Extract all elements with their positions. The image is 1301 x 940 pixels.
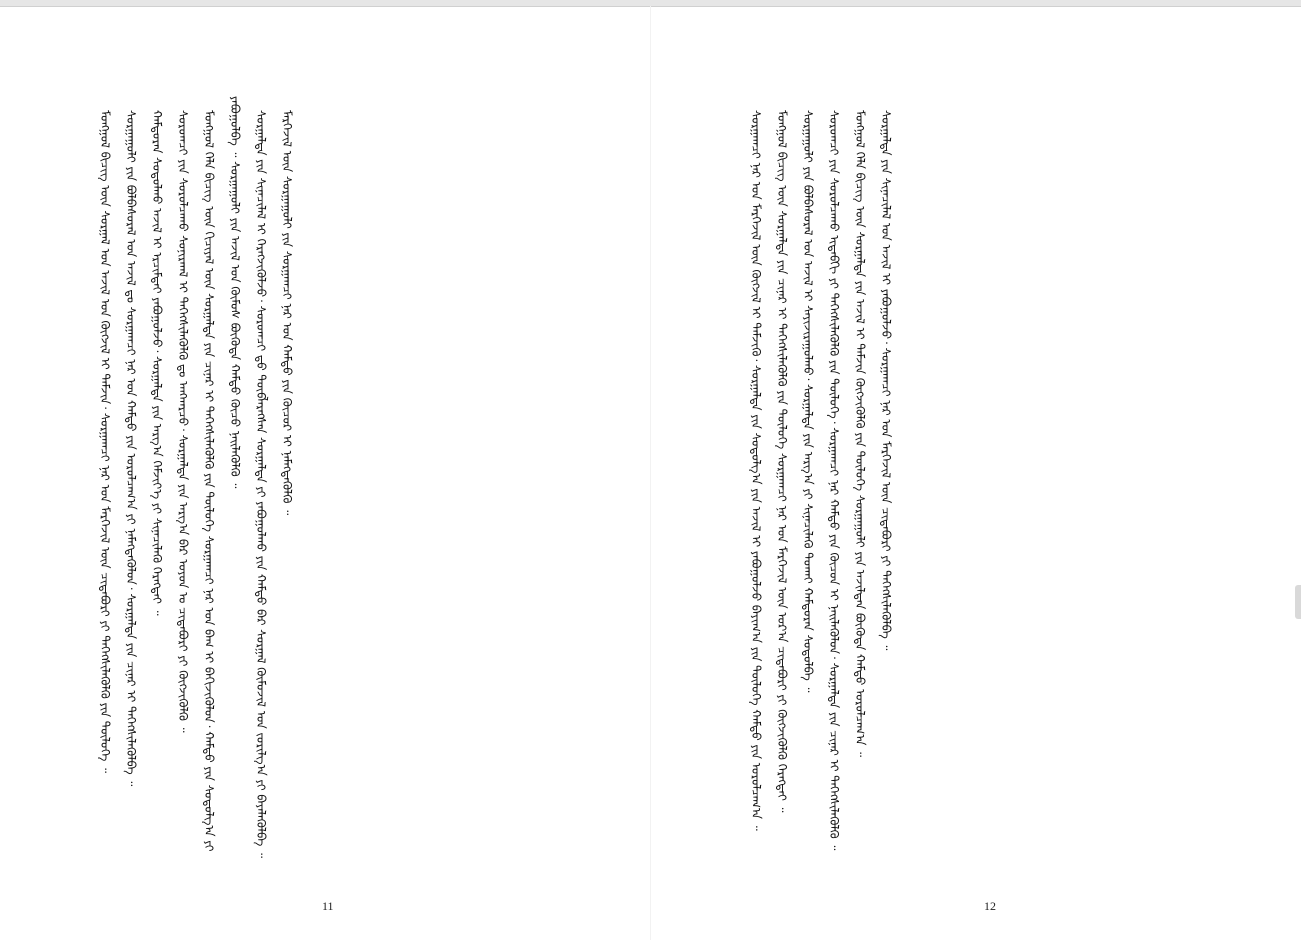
page-number: 12 xyxy=(984,899,996,913)
paragraph: ᠮᠣᠩᠭᠣᠯ ᠬᠡᠯᠡ ᠪᠢᠴᠢᠭ ᠦᠨ ᠬᠢᠴᠢᠶᠡᠯ ᠦᠨ ᠰᠤᠷᠭᠠᠯᠲᠠ ᠶᠢᠨ ᠴᠢᠨᠠᠷ ᠢ ᠳᠡᠭᠡᠭᠰᠢᠯᠡᠭᠦᠯᠬᠦ ᠶᠢᠨ ᠲᠥᠯᠥᠭᠡ ᠰᠤᠷᠭᠠᠭᠴᠢ ᠨᠠᠷ ᠤᠨ ᠪᠠᠭ ᠢ ᠪᠡᠬᠢᠵᠢᠭᠦᠯᠦᠨ᠂ ᠬᠠᠮᠲᠤ ᠶᠢᠨ ᠰᠤᠳᠤᠯᠭ᠎ᠠ ᠶᠢ ᠶᠠᠪᠤᠭᠤᠯᠪᠠ ᠃ ᠰᠤᠷᠭᠠᠭᠤᠯᠢ ᠶᠢᠨ ᠠᠵᠢᠯ ᠤᠨ ᠬᠦᠮᠦᠰ ᠪᠦᠭᠦᠳᠡ ᠬᠠᠮᠲᠤ ᠬᠦᠴᠦ ᠨᠡᠢᠯᠡᠭᠦᠯᠬᠦ ᠃ xyxy=(202,96,242,852)
paragraph: ᠰᠤᠷᠭᠠᠯᠲᠠ ᠶᠢᠨ ᠰᠢᠨᠡᠴᠢᠯᠡᠯ ᠢ ᠬᠡᠷᠡᠭᠵᠢᠭᠦᠯᠵᠦ᠂ ᠰᠤᠷᠤᠭᠴᠢ ᠳ᠋ᠤ ᠲᠥᠪᠯᠡᠷᠡᠭᠰᠡᠨ ᠰᠤᠷᠭᠠᠯᠲᠠ ᠶᠢ ᠶᠠᠪᠤᠭᠤᠯᠬᠤ ᠶᠢᠨ ᠬᠠᠮᠲᠤ ᠪᠡᠷ ᠰᠤᠷᠭᠠᠯ ᠬᠦᠮᠦᠵᠢᠯ ᠤᠨ ᠵᠣᠷᠢᠯᠭ᠎ᠠ ᠶᠢ ᠪᠡᠶᠡᠯᠡᠭᠦᠯᠪᠡ ᠃ xyxy=(254,110,268,858)
paragraph: ᠮᠣᠩᠭᠣᠯ ᠬᠡᠯᠡ ᠪᠢᠴᠢᠭ ᠦᠨ ᠰᠤᠷᠭᠠᠯᠲᠠ ᠶᠢᠨ ᠠᠵᠢᠯ ᠢ ᠳᠡᠮᠵᠢᠨ ᠬᠥᠭᠵᠢᠭᠦᠯᠬᠦ ᠶᠢᠨ ᠲᠥᠯᠥᠭᠡ ᠰᠤᠷᠭᠠᠭᠤᠯᠢ ᠶᠢᠨ ᠠᠵᠢᠯᠲᠠᠨ ᠪᠦᠭᠦᠳᠡ ᠬᠠᠮᠲᠤ ᠣᠷᠤᠯᠴᠠᠭ᠎ᠠ ᠃ xyxy=(853,110,867,758)
paragraph: ᠮᠡᠷᠭᠡᠵᠢᠯ ᠦᠨ ᠰᠤᠷᠭᠠᠭᠤᠯᠢ ᠶᠢᠨ ᠰᠤᠷᠭᠠᠭᠴᠢ ᠨᠠᠷ ᠤᠨ ᠬᠠᠮᠲᠤ ᠶᠢᠨ ᠬᠦᠴᠦᠷ ᠢ ᠨᠡᠮᠡᠭᠳᠡᠭᠦᠯᠬᠦ ᠃ xyxy=(280,110,294,516)
page-right xyxy=(651,6,1301,940)
page-text-block xyxy=(743,96,1241,880)
paragraph: ᠮᠣᠩᠭᠣᠯ ᠪᠢᠴᠢᠭ ᠦᠨ ᠰᠤᠷᠭᠠᠯ ᠤᠨ ᠠᠵᠢᠯ ᠤᠨ ᠬᠦᠭᠵᠢᠯ ᠢ ᠳᠡᠮᠵᠢᠨ᠂ ᠰᠤᠷᠭᠠᠭᠴᠢ ᠨᠠᠷ ᠤᠨ ᠮᠡᠷᠭᠡᠵᠢᠯ ᠦᠨ ᠴᠢᠳᠠᠪᠤᠷᠢ ᠶᠢ ᠳᠡᠭᠡᠭᠰᠢᠯᠡᠭᠦᠯᠬᠦ ᠶᠢᠨ ᠲᠥᠯᠥᠭᠡ ᠃ xyxy=(98,110,112,774)
paragraph: ᠰᠤᠷᠭᠠᠭᠤᠯᠢ ᠶᠢᠨ ᠪᠣᠯᠪᠠᠰᠤᠷᠠᠯ ᠤᠨ ᠠᠵᠢᠯ ᠢ ᠰᠠᠶᠢᠵᠢᠷᠠᠭᠤᠯᠬᠤ᠂ ᠰᠤᠷᠭᠠᠯᠲᠠ ᠶᠢᠨ ᠠᠷᠭ᠎ᠠ ᠶᠢ ᠰᠢᠨᠡᠴᠢᠯᠡᠬᠦ ᠲᠤᠬᠠᠢ ᠬᠠᠮᠲᠤᠷᠠᠨ ᠰᠤᠳᠤᠯᠪᠠ ᠃ xyxy=(801,110,815,693)
page-number: 11 xyxy=(322,899,334,913)
page-text-block xyxy=(92,96,594,880)
paragraph: ᠰᠤᠷᠭᠠᠭᠤᠯᠢ ᠶᠢᠨ ᠪᠣᠯᠪᠠᠰᠤᠷᠠᠯ ᠤᠨ ᠠᠵᠢᠯ ᠳᠤ ᠰᠤᠷᠭᠠᠭᠴᠢ ᠨᠠᠷ ᠤᠨ ᠬᠠᠮᠲᠤ ᠶᠢᠨ ᠣᠷᠤᠯᠴᠠᠭ᠎ᠠ ᠶᠢ ᠨᠡᠮᠡᠭᠳᠡᠭᠦᠯᠦᠨ᠂ ᠰᠤᠷᠭᠠᠯᠲᠠ ᠶᠢᠨ ᠴᠢᠨᠠᠷ ᠢ ᠳᠡᠭᠡᠭᠰᠢᠯᠡᠭᠦᠯᠪᠡ ᠃ xyxy=(124,110,138,787)
paragraph: ᠮᠣᠩᠭᠣᠯ ᠪᠢᠴᠢᠭ ᠦᠨ ᠰᠤᠷᠭᠠᠯᠲᠠ ᠶᠢᠨ ᠴᠢᠨᠠᠷ ᠢ ᠳᠡᠭᠡᠭᠰᠢᠯᠡᠭᠦᠯᠬᠦ ᠶᠢᠨ ᠲᠥᠯᠥᠭᠡ ᠰᠤᠷᠭᠠᠭᠴᠢ ᠨᠠᠷ ᠤᠨ ᠮᠡᠷᠭᠡᠵᠢᠯ ᠦᠨ ᠤᠷ᠎ᠠ ᠴᠢᠳᠠᠪᠤᠷᠢ ᠶᠢ ᠬᠥᠭᠵᠢᠭᠦᠯᠬᠦ ᠬᠡᠷᠡᠭᠲᠡᠢ ᠃ xyxy=(775,110,789,813)
paragraph: ᠰᠤᠷᠤᠭᠴᠢ ᠶᠢᠨ ᠰᠤᠷᠤᠯᠴᠠᠬᠤ ᠢᠳᠡᠪᠬᠢ ᠶᠢ ᠳᠡᠭᠡᠭᠰᠢᠯᠡᠭᠦᠯᠬᠦ ᠶᠢᠨ ᠲᠥᠯᠥᠭᠡ᠂ ᠰᠤᠷᠭᠠᠭᠴᠢ ᠨᠠᠷ ᠬᠠᠮᠲᠤ ᠶᠢᠨ ᠬᠦᠴᠦᠨ ᠢ ᠨᠡᠢᠯᠡᠭᠦᠯᠦᠨ᠂ ᠰᠤᠷᠭᠠᠯᠲᠠ ᠶᠢᠨ ᠴᠢᠨᠠᠷ ᠢ ᠳᠡᠭᠡᠭᠰᠢᠯᠡᠭᠦᠯᠬᠦ ᠃ xyxy=(827,110,841,851)
page-left xyxy=(0,6,650,940)
paragraph: ᠰᠤᠷᠤᠭᠴᠢ ᠶᠢᠨ ᠰᠤᠷᠤᠯᠴᠠᠬᠤ ᠰᠣᠨᠢᠷᠬᠠᠯ ᠢ ᠳᠡᠭᠡᠭᠰᠢᠯᠡᠭᠦᠯᠬᠦ ᠳᠤ ᠠᠩᠬᠠᠷᠴᠤ᠂ ᠰᠤᠷᠭᠠᠯᠲᠠ ᠶᠢᠨ ᠠᠷᠭ᠎ᠠ ᠪᠠᠷ ᠣᠶᠤᠨ ᠤ ᠴᠢᠳᠠᠪᠤᠷᠢ ᠶᠢ ᠬᠥᠭᠵᠢᠭᠦᠯᠬᠦ ᠃ xyxy=(176,110,190,733)
paragraph: ᠬᠠᠮᠲᠤᠷᠠᠨ ᠰᠤᠳᠤᠯᠬᠤ ᠠᠵᠢᠯ ᠢ ᠡᠷᠴᠢᠮᠲᠡᠢ ᠶᠠᠪᠤᠭᠤᠯᠵᠤ᠂ ᠰᠤᠷᠭᠠᠯᠲᠠ ᠶᠢᠨ ᠠᠷᠭ᠎ᠠ ᠬᠡᠮᠵᠢᠶ᠎ᠡ ᠶᠢ ᠰᠢᠨᠡᠴᠢᠯᠡᠬᠦ ᠬᠡᠷᠡᠭᠲᠡᠢ ᠃ xyxy=(150,110,164,616)
paragraph: ᠰᠤᠷᠭᠠᠭᠴᠢ ᠨᠠᠷ ᠤᠨ ᠮᠡᠷᠭᠡᠵᠢᠯ ᠦᠨ ᠬᠥᠭᠵᠢᠯ ᠢ ᠳᠡᠮᠵᠢᠬᠦ᠂ ᠰᠤᠷᠭᠠᠯᠲᠠ ᠶᠢᠨ ᠰᠤᠳᠤᠯᠭ᠎ᠠ ᠶᠢᠨ ᠠᠵᠢᠯ ᠢ ᠶᠠᠪᠤᠭᠤᠯᠵᠤ ᠪᠠᠶᠢᠭ᠎ᠠ ᠶᠢᠨ ᠲᠥᠯᠥᠭᠡ ᠬᠠᠮᠲᠤ ᠶᠢᠨ ᠣᠷᠤᠯᠴᠠᠭ᠎ᠠ ᠃ xyxy=(749,110,763,831)
paragraph: ᠰᠤᠷᠭᠠᠯᠲᠠ ᠶᠢᠨ ᠰᠢᠨᠡᠴᠢᠯᠡᠯ ᠤᠨ ᠠᠵᠢᠯ ᠢ ᠶᠠᠪᠤᠭᠤᠯᠵᠤ᠂ ᠰᠤᠷᠭᠠᠭᠴᠢ ᠨᠠᠷ ᠤᠨ ᠮᠡᠷᠭᠡᠵᠢᠯ ᠦᠨ ᠴᠢᠳᠠᠪᠤᠷᠢ ᠶᠢ ᠳᠡᠭᠡᠭᠰᠢᠯᠡᠭᠦᠯᠪᠡ ᠃ xyxy=(879,110,893,651)
